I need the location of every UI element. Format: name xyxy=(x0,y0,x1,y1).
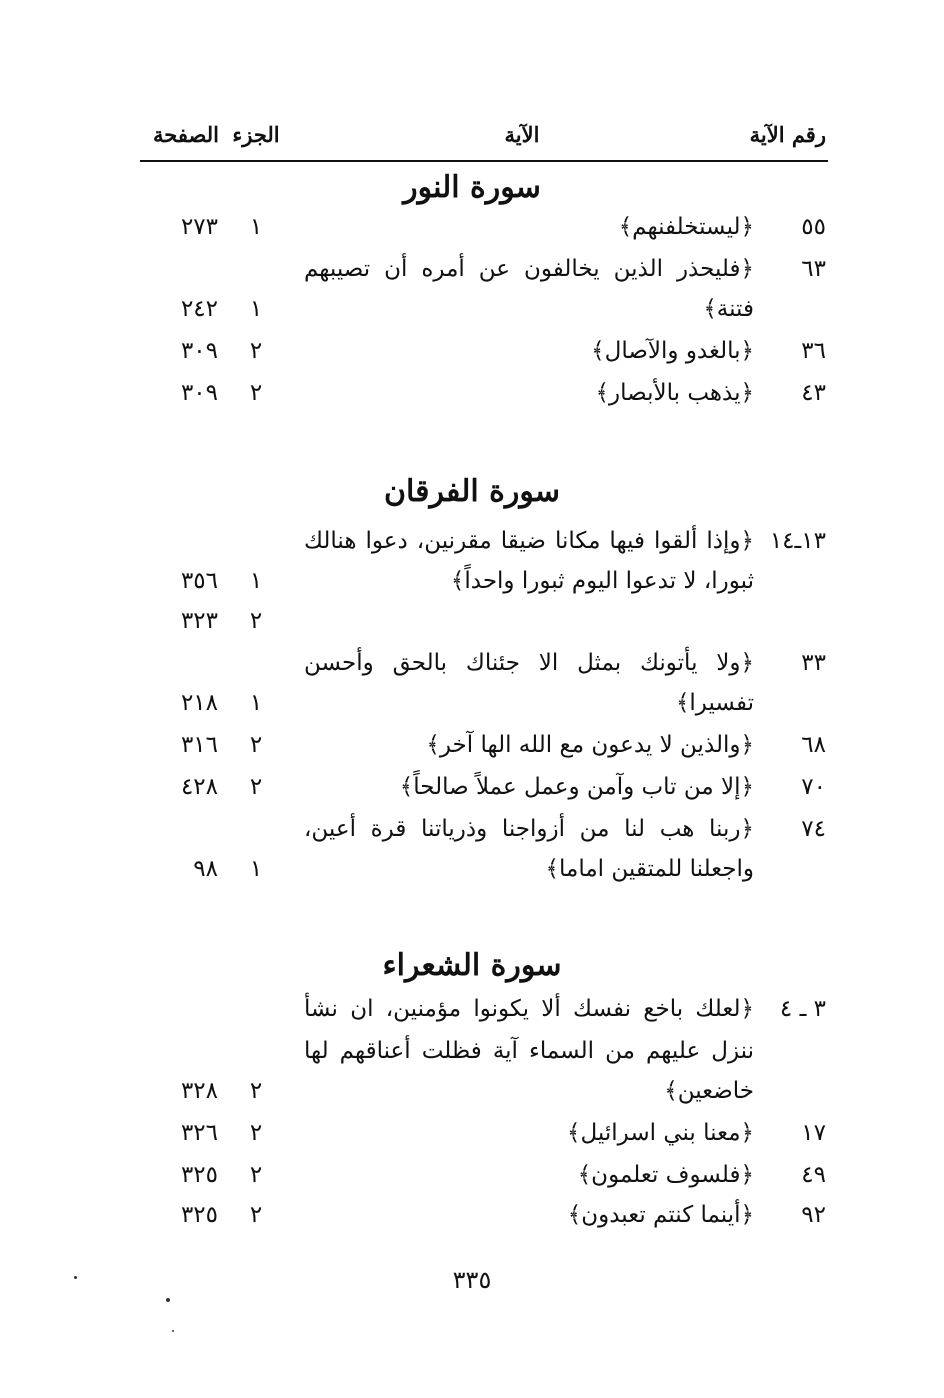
verse-text: خاضعين﴾ xyxy=(664,1078,754,1104)
table-row xyxy=(0,256,944,296)
verse-text: ﴿يذهب بالأبصار﴾ xyxy=(595,380,754,406)
table-row xyxy=(0,338,944,378)
volume-cell: ٢ xyxy=(249,380,263,406)
volume-cell: ٢ xyxy=(249,732,263,758)
scan-speck xyxy=(74,1276,77,1279)
verse-number: ١٧ xyxy=(801,1120,826,1146)
table-row xyxy=(0,856,944,896)
verse-number: ٤٩ xyxy=(801,1162,826,1188)
verse-number: ٥٥ xyxy=(801,214,826,240)
table-row xyxy=(0,380,944,420)
verse-number: ١٣ـ١٤ xyxy=(769,528,826,554)
table-row xyxy=(0,996,944,1036)
verse-text: ﴿ربنا هب لنا من أزواجنا وذرياتنا قرة أعين، xyxy=(304,816,754,842)
verse-text: ننزل عليهم من السماء آية فظلت أعناقهم لها xyxy=(304,1038,754,1064)
verse-number: ٧٤ xyxy=(801,816,826,842)
verse-text: ثبورا، لا تدعوا اليوم ثبورا واحداً﴾ xyxy=(450,568,754,594)
page-cell: ٣٥٦ xyxy=(180,568,218,594)
header-rule xyxy=(140,160,828,162)
table-row xyxy=(0,650,944,690)
verse-number: ٦٣ xyxy=(801,256,826,282)
page-cell: ٣٢٥ xyxy=(180,1162,218,1188)
surah-title: سورة الشعراء xyxy=(382,948,562,983)
verse-text: ﴿أينما كنتم تعبدون﴾ xyxy=(567,1202,754,1228)
table-row xyxy=(0,774,944,814)
verse-text: ﴿وإذا ألقوا فيها مكانا ضيقا مقرنين، دعوا هنالك xyxy=(304,528,754,554)
table-row xyxy=(0,296,944,336)
volume-cell: ٢ xyxy=(249,338,263,364)
verse-text: ﴿لعلك باخع نفسك ألا يكونوا مؤمنين، ان نشأ xyxy=(304,996,754,1022)
page-cell: ٣٠٩ xyxy=(180,338,218,364)
verse-text: تفسيرا﴾ xyxy=(675,690,754,716)
page-cell: ٤٢٨ xyxy=(180,774,218,800)
page-cell: ٣٢٦ xyxy=(180,1120,218,1146)
table-row xyxy=(0,1202,944,1242)
volume-cell: ٢ xyxy=(249,1202,263,1228)
scan-speck xyxy=(172,1330,174,1332)
header-verse: الآية xyxy=(504,122,540,147)
page-cell: ٢٧٣ xyxy=(180,214,218,240)
table-row xyxy=(0,1038,944,1078)
page-cell: ٢١٨ xyxy=(180,690,218,716)
table-row xyxy=(0,816,944,856)
page-cell: ٣٢٨ xyxy=(180,1078,218,1104)
verse-text: ﴿فلسوف تعلمون﴾ xyxy=(577,1162,754,1188)
verse-text: فتنة﴾ xyxy=(703,296,754,322)
page-cell: ٣٢٣ xyxy=(180,608,218,634)
verse-text: ﴿والذين لا يدعون مع الله الها آخر﴾ xyxy=(426,732,754,758)
verse-text: ﴿إلا من تاب وآمن وعمل عملاً صالحاً﴾ xyxy=(399,774,754,800)
header-page: الصفحة xyxy=(153,122,219,147)
table-row xyxy=(0,214,944,254)
verse-number: ٤٣ xyxy=(801,380,826,406)
volume-cell: ١ xyxy=(249,296,263,322)
table-row xyxy=(0,608,944,648)
verse-text: ﴿ولا يأتونك بمثل الا جئناك بالحق وأحسن xyxy=(304,650,754,676)
volume-cell: ١ xyxy=(249,214,263,240)
verse-text: ﴿معنا بني اسرائيل﴾ xyxy=(567,1120,754,1146)
table-row xyxy=(0,528,944,568)
table-row xyxy=(0,690,944,730)
table-row xyxy=(0,1162,944,1202)
scan-speck xyxy=(166,1298,170,1302)
volume-cell: ٢ xyxy=(249,774,263,800)
volume-cell: ١ xyxy=(249,690,263,716)
volume-cell: ١ xyxy=(249,568,263,594)
table-row xyxy=(0,1078,944,1118)
page-cell: ٣١٦ xyxy=(180,732,218,758)
volume-cell: ١ xyxy=(249,856,263,882)
verse-text: واجعلنا للمتقين اماما﴾ xyxy=(545,856,754,882)
page-cell: ٣٢٥ xyxy=(180,1202,218,1228)
volume-cell: ٢ xyxy=(249,1162,263,1188)
page-cell: ٣٠٩ xyxy=(180,380,218,406)
verse-number: ٧٠ xyxy=(801,774,826,800)
header-verse-number: رقم الآية xyxy=(749,122,826,147)
header-volume: الجزء xyxy=(232,122,280,147)
verse-text: ﴿فليحذر الذين يخالفون عن أمره أن تصيبهم xyxy=(304,256,754,282)
volume-cell: ٢ xyxy=(249,608,263,634)
verse-number: ٩٢ xyxy=(801,1202,826,1228)
page-cell: ٩٨ xyxy=(193,856,218,882)
page-cell: ٢٤٢ xyxy=(180,296,218,322)
verse-text: ﴿بالغدو والآصال﴾ xyxy=(591,338,754,364)
verse-number: ٣ ـ ٤ xyxy=(779,996,826,1022)
table-row xyxy=(0,732,944,772)
volume-cell: ٢ xyxy=(249,1120,263,1146)
surah-title: سورة النور xyxy=(403,170,541,205)
verse-number: ٦٨ xyxy=(801,732,826,758)
table-row xyxy=(0,1120,944,1160)
verse-number: ٣٣ xyxy=(801,650,826,676)
volume-cell: ٢ xyxy=(249,1078,263,1104)
page-number: ٣٣٥ xyxy=(452,1266,492,1294)
verse-text: ﴿ليستخلفنهم﴾ xyxy=(618,214,754,240)
verse-number: ٣٦ xyxy=(801,338,826,364)
table-row xyxy=(0,568,944,608)
surah-title: سورة الفرقان xyxy=(383,474,560,509)
